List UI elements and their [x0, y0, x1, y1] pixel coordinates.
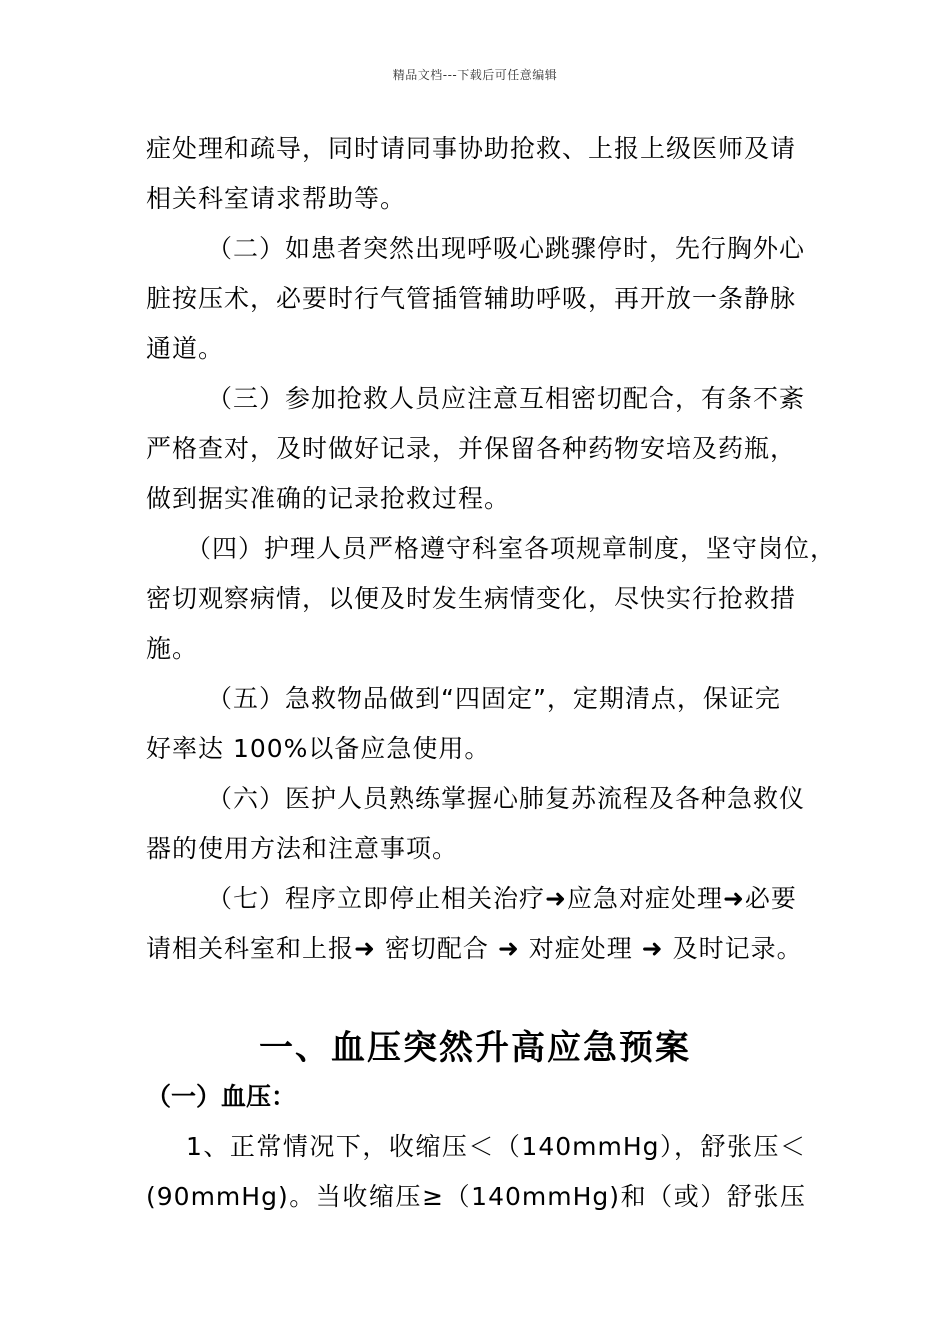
paragraph-line: 严格查对，及时做好记录，并保留各种药物安培及药瓶，: [146, 434, 797, 463]
paragraph-line: 施。: [146, 634, 199, 663]
paragraph-line: （五）急救物品做到“四固定”，定期清点，保证完: [207, 684, 781, 713]
header-watermark: 精品文档---下载后可任意编辑: [392, 68, 558, 82]
paragraph-line: 做到据实准确的记录抢救过程。: [146, 484, 511, 513]
paragraph-line: 1、正常情况下，收缩压＜（140mmHg），舒张压＜: [186, 1132, 806, 1161]
paragraph-line: (90mmHg)。当收缩压≥（140mmHg)和（或）舒张压: [146, 1182, 806, 1211]
paragraph-line: 器的使用方法和注意事项。: [146, 834, 459, 863]
paragraph-line: （六）医护人员熟练掌握心肺复苏流程及各种急救仪: [207, 784, 806, 813]
paragraph-line: 请相关科室和上报➜ 密切配合 ➜ 对症处理 ➜ 及时记录。: [146, 934, 803, 963]
paragraph-line: 密切观察病情，以便及时发生病情变化，尽快实行抢救措: [146, 584, 797, 613]
paragraph-line: （三）参加抢救人员应注意互相密切配合，有条不紊: [207, 384, 806, 413]
paragraph-line: 通道。: [146, 334, 225, 363]
paragraph-line: （七）程序立即停止相关治疗➜应急对症处理➜必要: [207, 884, 797, 913]
paragraph-line: （四）护理人员严格遵守科室各项规章制度，坚守岗位，: [186, 534, 837, 563]
section-subtitle: （一）血压：: [146, 1082, 297, 1111]
paragraph-line: 相关科室请求帮助等。: [146, 184, 407, 213]
paragraph-line: 症处理和疏导，同时请同事协助抢救、上报上级医师及请: [146, 134, 797, 163]
section-title: 一、血压突然升高应急预案: [259, 1028, 691, 1068]
paragraph-line: （二）如患者突然出现呼吸心跳骤停时，先行胸外心: [207, 234, 806, 263]
paragraph-line: 脏按压术，必要时行气管插管辅助呼吸，再开放一条静脉: [146, 284, 797, 313]
paragraph-line: 好率达 100%以备应急使用。: [146, 734, 491, 763]
